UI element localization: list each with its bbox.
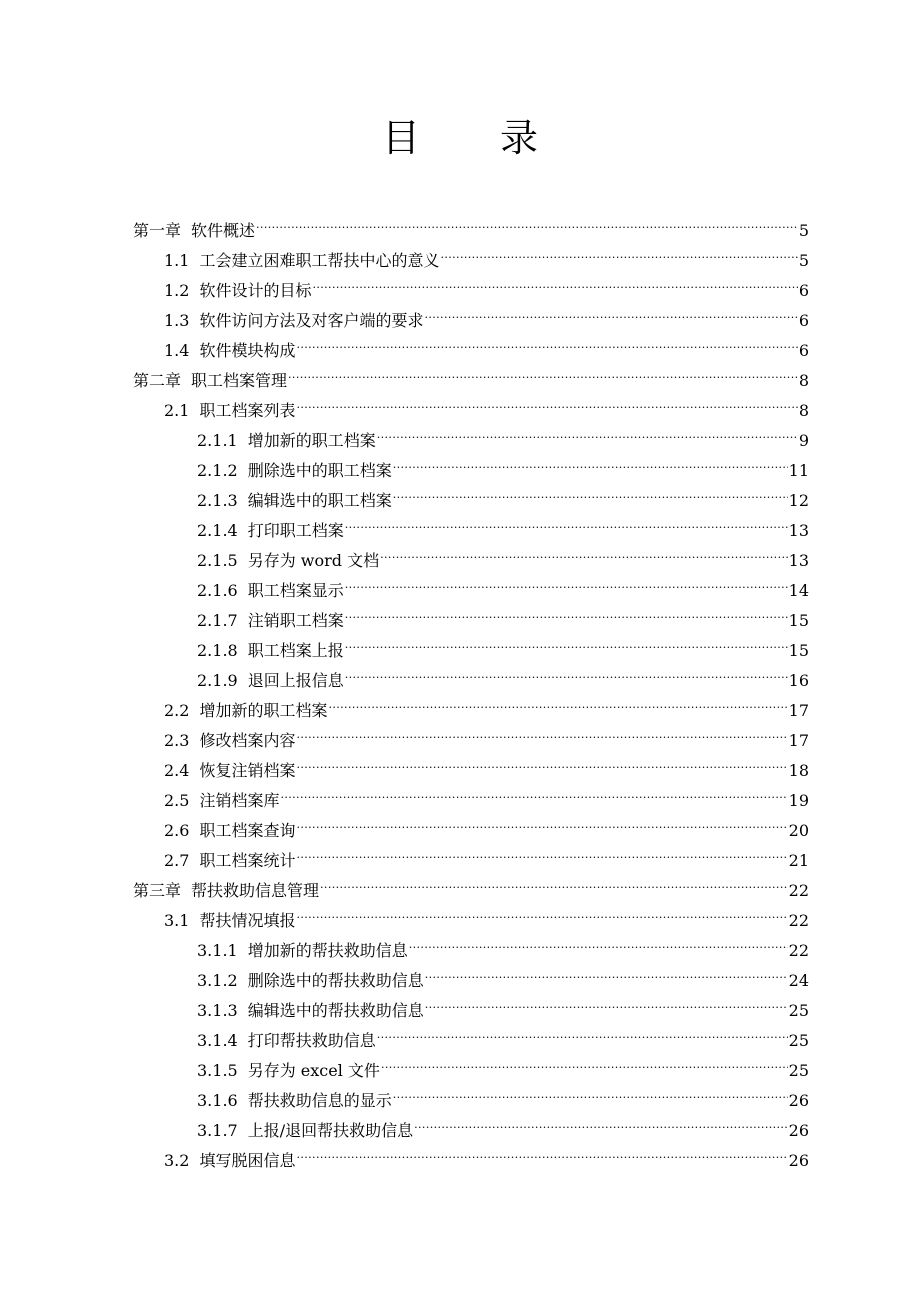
toc-entry-page-number: 20 [788, 821, 809, 840]
toc-entry-number: 3.1.7 [197, 1121, 238, 1140]
toc-entry-number: 2.1.8 [197, 641, 238, 660]
toc-entry-page-number: 22 [788, 941, 809, 960]
toc-entry-page-number: 5 [798, 251, 809, 270]
toc-entry-number: 1.4 [164, 341, 190, 360]
toc-dot-leader [414, 1106, 788, 1136]
toc-entry-page-number: 15 [788, 641, 809, 660]
toc-dot-leader [377, 416, 798, 446]
toc-entry-page-number: 26 [788, 1091, 809, 1110]
toc-entry-number: 2.1 [164, 401, 190, 420]
title-char-1: 目 [381, 116, 420, 160]
toc-entry-page-number: 25 [788, 1061, 809, 1080]
toc-entry-page-number: 17 [788, 731, 809, 750]
toc-entry-label: 职工档案上报 [247, 641, 344, 660]
toc-dot-leader [409, 926, 788, 956]
toc-entry-label: 退回上报信息 [247, 671, 344, 690]
toc-entry-label: 软件访问方法及对客户端的要求 [199, 311, 424, 330]
toc-dot-leader [296, 326, 797, 356]
toc-dot-leader [425, 956, 788, 986]
toc-entry-page-number: 22 [788, 881, 809, 900]
toc-entry-page-number: 9 [798, 431, 809, 450]
toc-entry-page-number: 15 [788, 611, 809, 630]
toc-entry-label: 软件模块构成 [199, 341, 296, 360]
toc-entry-number: 第三章 [133, 881, 182, 900]
toc-entry-page-number: 13 [788, 551, 809, 570]
toc-dot-leader [440, 236, 797, 266]
toc-dot-leader [381, 1046, 788, 1076]
toc-entry-number: 3.1.2 [197, 971, 238, 990]
toc-entry-number: 2.1.6 [197, 581, 238, 600]
toc-entry-label: 增加新的帮扶救助信息 [247, 941, 408, 960]
toc-entry-number: 2.2 [164, 701, 190, 720]
toc-entry-page-number: 13 [788, 521, 809, 540]
toc-dot-leader [425, 986, 788, 1016]
toc-entry-label: 打印职工档案 [247, 521, 344, 540]
toc-entry-page-number: 11 [788, 461, 809, 480]
toc-entry-number: 2.5 [164, 791, 190, 810]
toc-dot-leader [380, 536, 788, 566]
toc-entry-number: 2.6 [164, 821, 190, 840]
toc-entry-label: 工会建立困难职工帮扶中心的意义 [199, 251, 440, 270]
toc-dot-leader [296, 746, 787, 776]
toc-entry-number: 2.3 [164, 731, 190, 750]
toc-entry-label: 帮扶救助信息的显示 [247, 1091, 392, 1110]
toc-dot-leader [345, 596, 788, 626]
toc-entry-page-number: 22 [788, 911, 809, 930]
toc-entry-label: 另存为 word 文档 [247, 551, 380, 570]
toc-entry-number: 2.1.1 [197, 431, 238, 450]
toc-entry-number: 2.1.5 [197, 551, 238, 570]
toc-dot-leader [296, 806, 787, 836]
toc-entry-label: 删除选中的帮扶救助信息 [247, 971, 424, 990]
toc-entry-page-number: 12 [788, 491, 809, 510]
toc-entry-page-number: 6 [798, 311, 809, 330]
toc-entry-number: 2.1.3 [197, 491, 238, 510]
toc-dot-leader [296, 1136, 787, 1166]
toc-entry-number: 2.4 [164, 761, 190, 780]
toc-entry-label: 上报/退回帮扶救助信息 [247, 1121, 414, 1140]
toc-entry-page-number: 8 [798, 401, 809, 420]
toc-entry-page-number: 6 [798, 281, 809, 300]
table-of-contents [133, 206, 809, 1170]
toc-entry-number: 1.1 [164, 251, 190, 270]
toc-dot-leader [256, 206, 798, 236]
toc-entry-page-number: 26 [788, 1121, 809, 1140]
toc-entry-label: 填写脱困信息 [199, 1151, 296, 1170]
toc-entry-page-number: 19 [788, 791, 809, 810]
toc-entry-label: 注销职工档案 [247, 611, 344, 630]
toc-dot-leader [296, 836, 787, 866]
toc-entry-number: 3.2 [164, 1151, 190, 1170]
toc-entry-page-number: 17 [788, 701, 809, 720]
toc-entry-label: 职工档案显示 [247, 581, 344, 600]
toc-entry-label: 帮扶情况填报 [199, 911, 296, 930]
toc-entry-number: 3.1.4 [197, 1031, 238, 1050]
toc-entry-page-number: 21 [788, 851, 809, 870]
title-char-2: 录 [500, 116, 539, 160]
toc-dot-leader [393, 476, 788, 506]
toc-dot-leader [393, 1076, 788, 1106]
toc-entry-label: 软件概述 [191, 221, 256, 240]
toc-dot-leader [296, 386, 797, 416]
toc-entry-label: 职工档案查询 [199, 821, 296, 840]
toc-entry-number: 2.1.9 [197, 671, 238, 690]
toc-entry-label: 修改档案内容 [199, 731, 296, 750]
toc-entry-label: 编辑选中的职工档案 [247, 491, 392, 510]
toc-entry-label: 恢复注销档案 [199, 761, 296, 780]
toc-dot-leader [377, 1016, 788, 1046]
toc-entry-label: 增加新的职工档案 [247, 431, 376, 450]
toc-entry-label: 帮扶救助信息管理 [191, 881, 320, 900]
toc-entry-label: 增加新的职工档案 [199, 701, 328, 720]
toc-entry-number: 3.1.3 [197, 1001, 238, 1020]
toc-entry-number: 1.2 [164, 281, 190, 300]
toc-entry-page-number: 18 [788, 761, 809, 780]
toc-entry-page-number: 25 [788, 1001, 809, 1020]
toc-dot-leader [320, 866, 788, 896]
toc-dot-leader [393, 446, 788, 476]
toc-entry-label: 编辑选中的帮扶救助信息 [247, 1001, 424, 1020]
toc-entry-label: 职工档案列表 [199, 401, 296, 420]
toc-entry-number: 2.1.7 [197, 611, 238, 630]
toc-dot-leader [345, 626, 788, 656]
toc-entry-label: 删除选中的职工档案 [247, 461, 392, 480]
toc-entry-page-number: 24 [788, 971, 809, 990]
toc-entry[interactable] [133, 206, 809, 240]
toc-entry-page-number: 8 [798, 371, 809, 390]
toc-entry-number: 第一章 [133, 221, 182, 240]
toc-entry-label: 职工档案管理 [191, 371, 288, 390]
toc-dot-leader [296, 716, 787, 746]
toc-entry-page-number: 25 [788, 1031, 809, 1050]
toc-entry-page-number: 6 [798, 341, 809, 360]
toc-dot-leader [328, 686, 787, 716]
toc-entry-number: 2.1.4 [197, 521, 238, 540]
toc-entry-label: 注销档案库 [199, 791, 280, 810]
toc-entry-label: 职工档案统计 [199, 851, 296, 870]
toc-entry-label: 软件设计的目标 [199, 281, 312, 300]
toc-entry-page-number: 16 [788, 671, 809, 690]
toc-entry-page-number: 14 [788, 581, 809, 600]
toc-dot-leader [424, 296, 797, 326]
toc-entry-number: 第二章 [133, 371, 182, 390]
toc-dot-leader [345, 506, 788, 536]
toc-entry-page-number: 26 [788, 1151, 809, 1170]
toc-entry-label: 另存为 excel 文件 [247, 1061, 380, 1080]
toc-entry-number: 3.1.6 [197, 1091, 238, 1110]
toc-dot-leader [288, 356, 798, 386]
toc-entry-number: 3.1 [164, 911, 190, 930]
toc-dot-leader [312, 266, 797, 296]
toc-entry-number: 2.1.2 [197, 461, 238, 480]
page-title [0, 108, 920, 168]
toc-entry-number: 1.3 [164, 311, 190, 330]
toc-entry-number: 3.1.1 [197, 941, 238, 960]
toc-entry-number: 3.1.5 [197, 1061, 238, 1080]
toc-dot-leader [345, 656, 788, 686]
toc-dot-leader [280, 776, 787, 806]
toc-entry-number: 2.7 [164, 851, 190, 870]
toc-entry-page-number: 5 [798, 221, 809, 240]
toc-dot-leader [345, 566, 788, 596]
toc-dot-leader [296, 896, 787, 926]
toc-entry-label: 打印帮扶救助信息 [247, 1031, 376, 1050]
